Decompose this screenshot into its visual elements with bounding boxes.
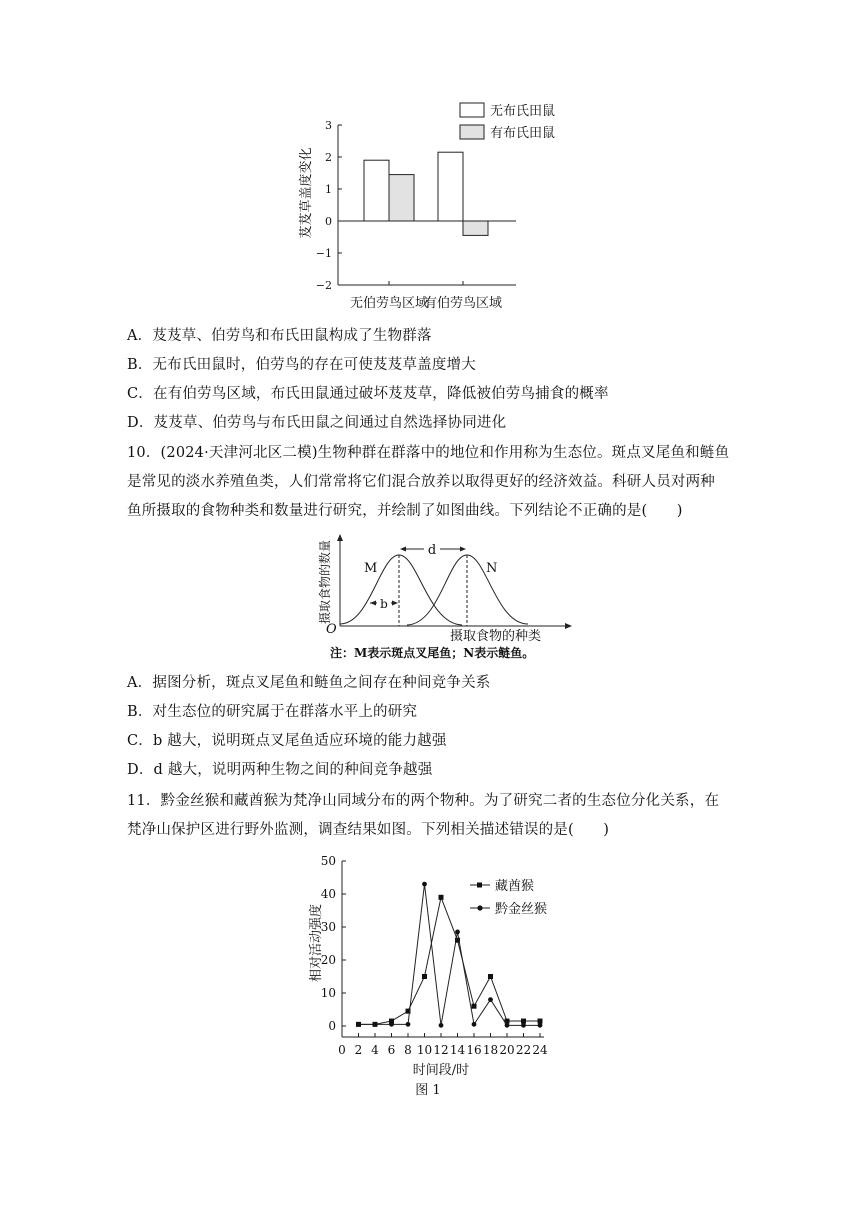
bar-y-tick-label: 2 — [325, 151, 332, 164]
act-y-tick-label: 40 — [320, 887, 336, 901]
act-y-tick-label: 10 — [320, 986, 336, 1000]
niche-curve-chart — [300, 530, 580, 665]
act-x-tick-label: 10 — [416, 1043, 433, 1057]
q9-option-d: D．芨芨草、伯劳鸟与布氏田鼠之间通过自然选择协同进化 — [127, 415, 507, 431]
q11-stem-line-2: 梵净山保护区进行野外监测，调查结果如图。下列相关描述错误的是( ) — [127, 822, 610, 838]
data-point-snub-nosed-monkey — [356, 1022, 361, 1027]
data-point-snub-nosed-monkey — [455, 930, 460, 935]
q9-option-c: C．在有伯劳鸟区域，布氏田鼠通过破坏芨芨草，降低被伯劳鸟捕食的概率 — [127, 386, 609, 402]
act-x-tick-label: 12 — [433, 1043, 449, 1057]
data-point-snub-nosed-monkey — [389, 1022, 394, 1027]
act-x-tick-label: 2 — [354, 1043, 363, 1057]
bar — [438, 152, 463, 221]
figure-caption: 图 1 — [415, 1083, 441, 1098]
bar-x-label-with-shrike: 有伯劳鸟区域 — [423, 296, 503, 311]
data-point-snub-nosed-monkey — [488, 997, 493, 1002]
legend-swatch-no-vole — [460, 103, 484, 117]
data-point-snub-nosed-monkey — [521, 1023, 526, 1028]
act-x-tick-label: 4 — [371, 1043, 379, 1057]
q10-option-b: B．对生态位的研究属于在群落水平上的研究 — [127, 704, 418, 720]
bar-y-tick-label: 0 — [325, 215, 332, 228]
legend-label-tibetan-macaque: 藏酋猴 — [495, 879, 535, 894]
q10-stem-line-1: 10．(2024·天津河北区二模)生物种群在群落中的地位和作用称为生态位。斑点叉尾鱼和鲢鱼 — [127, 445, 730, 461]
data-point-tibetan-macaque — [538, 1019, 543, 1024]
legend-swatch-with-vole — [460, 125, 484, 139]
bar-y-tick-label: −1 — [315, 247, 332, 260]
act-x-tick-label: 6 — [387, 1043, 396, 1057]
curve-m — [340, 555, 462, 625]
act-x-tick-label: 22 — [515, 1043, 532, 1057]
q10-option-d: D．d 越大，说明两种生物之间的种间竞争越强 — [127, 762, 433, 778]
q9-option-a: A．芨芨草、伯劳鸟和布氏田鼠构成了生物群落 — [127, 328, 432, 344]
annotation-d: d — [427, 543, 437, 558]
activity-line-chart — [300, 848, 570, 1098]
q10-option-c: C．b 越大，说明斑点叉尾鱼适应环境的能力越强 — [127, 733, 447, 749]
data-point-tibetan-macaque — [439, 895, 444, 900]
data-point-snub-nosed-monkey — [439, 1023, 444, 1028]
data-point-snub-nosed-monkey — [373, 1022, 378, 1027]
q10-stem-line-3: 鱼所摄取的食物种类和数量进行研究，并绘制了如图曲线。下列结论不正确的是( ) — [127, 503, 683, 519]
act-y-label: 相对活动强度 — [309, 903, 324, 983]
figure-note: 注：M表示斑点叉尾鱼；N表示鲢鱼。 — [330, 646, 535, 660]
act-y-tick-label: 20 — [320, 953, 336, 967]
data-point-snub-nosed-monkey — [472, 1022, 477, 1027]
niche-x-label: 摄取食物的种类 — [450, 629, 542, 644]
act-x-tick-label: 0 — [338, 1043, 346, 1057]
bar-y-label: 芨芨草盖度变化 — [299, 147, 314, 239]
annotation-b: b — [380, 597, 388, 611]
data-point-tibetan-macaque — [521, 1019, 526, 1024]
q10-stem-line-2: 是常见的淡水养殖鱼类，人们常常将它们混合放养以取得更好的经济效益。科研人员对两种 — [127, 474, 715, 490]
data-point-snub-nosed-monkey — [406, 1022, 411, 1027]
act-x-tick-label: 16 — [466, 1043, 482, 1057]
bar — [389, 175, 414, 221]
act-x-tick-label: 8 — [404, 1043, 412, 1057]
curve-m-label: M — [364, 561, 378, 576]
curve-n-label: N — [486, 561, 498, 576]
q10-option-a: A．据图分析，斑点叉尾鱼和鲢鱼之间存在种间竞争关系 — [127, 675, 491, 691]
bar-x-label-no-shrike: 无伯劳鸟区域 — [349, 296, 429, 311]
bar-chart — [290, 95, 590, 320]
legend-label-snub-nosed-monkey: 黔金丝猴 — [495, 902, 548, 917]
bar-y-tick-label: −2 — [315, 279, 332, 292]
bar — [364, 160, 389, 221]
bar — [463, 221, 488, 235]
bar-y-tick-label: 3 — [325, 119, 332, 132]
data-point-tibetan-macaque — [488, 974, 493, 979]
act-y-tick-label: 30 — [320, 920, 336, 934]
origin-label: O — [326, 622, 337, 637]
act-x-tick-label: 20 — [499, 1043, 515, 1057]
q9-option-b: B．无布氏田鼠时，伯劳鸟的存在可使芨芨草盖度增大 — [127, 357, 476, 373]
act-x-tick-label: 14 — [449, 1043, 466, 1057]
legend-label-no-vole: 无布氏田鼠 — [490, 104, 556, 119]
act-x-tick-label: 18 — [482, 1043, 499, 1057]
bar-y-tick-label: 1 — [325, 183, 332, 196]
data-point-snub-nosed-monkey — [538, 1023, 543, 1028]
q11-stem-line-1: 11．黔金丝猴和藏酋猴为梵净山同域分布的两个物种。为了研究二者的生态位分化关系，在 — [127, 793, 720, 809]
legend-label-with-vole: 有布氏田鼠 — [490, 126, 556, 141]
act-y-tick-label: 0 — [328, 1019, 336, 1033]
data-point-snub-nosed-monkey — [505, 1023, 510, 1028]
data-point-tibetan-macaque — [472, 1004, 477, 1009]
act-y-tick-label: 50 — [320, 854, 336, 868]
data-point-tibetan-macaque — [422, 974, 427, 979]
act-x-label: 时间段/时 — [412, 1063, 470, 1078]
act-x-tick-label: 24 — [532, 1043, 548, 1057]
data-point-snub-nosed-monkey — [422, 882, 427, 887]
niche-y-label: 摄取食物的数量 — [318, 539, 332, 625]
